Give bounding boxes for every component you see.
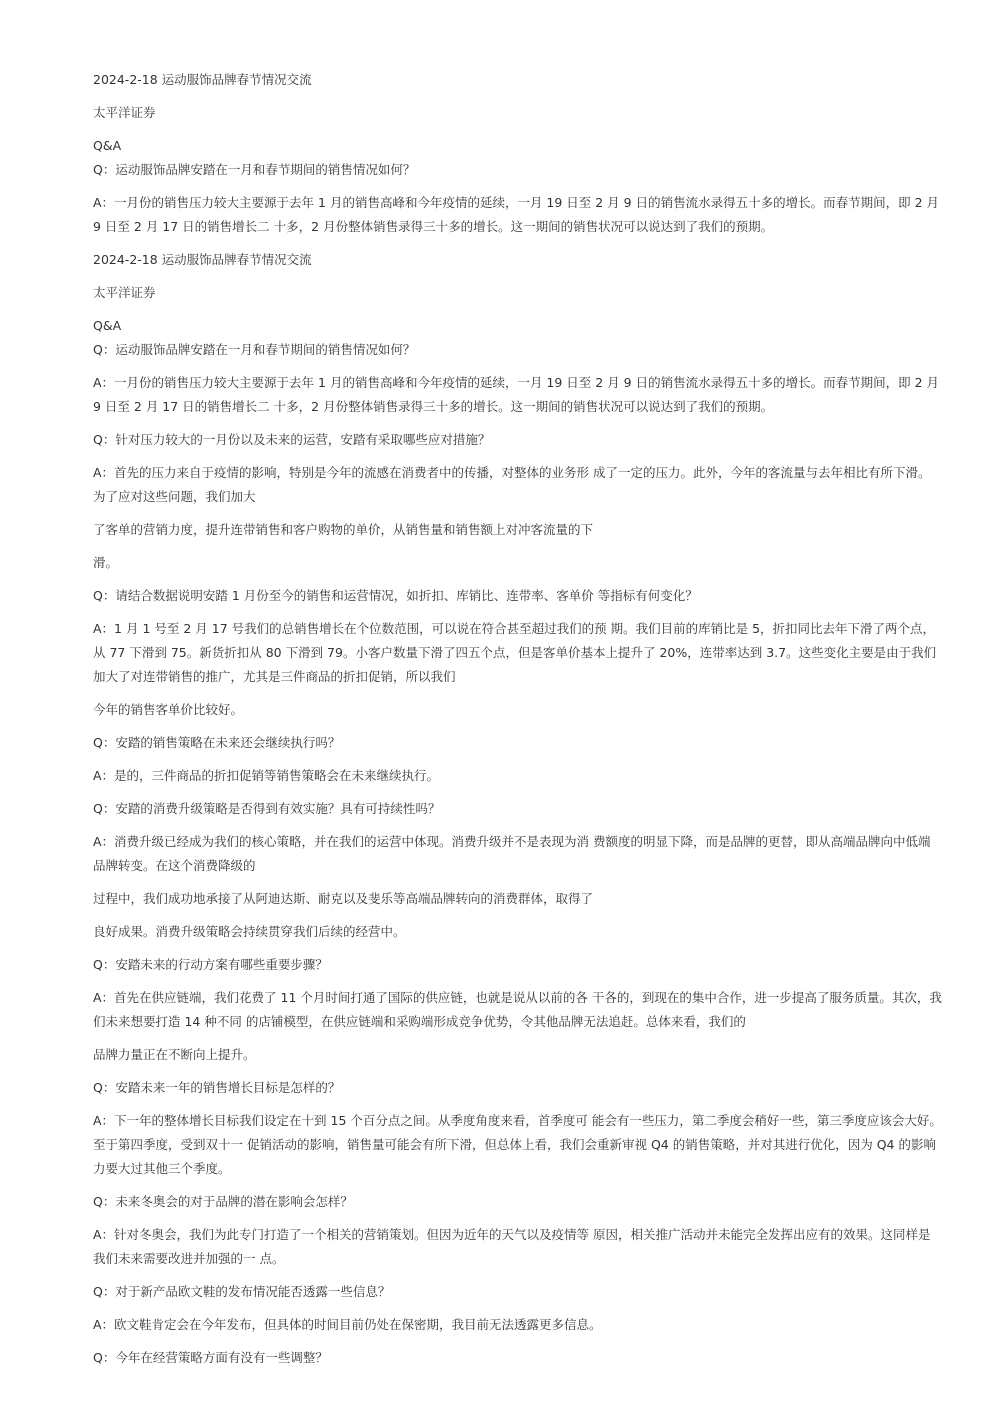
paragraph: 太平洋证券 xyxy=(93,105,156,120)
paragraph: Q：未来冬奥会的对于品牌的潜在影响会怎样？ xyxy=(93,1194,353,1209)
paragraph: A：下一年的整体增长目标我们设定在十到 15 个百分点之间。从季度角度来看，首季度可 能会有一些压力，第二季度会稍好一些，第三季度应该会大好。至于第四季度，受到双十一 促销活动的影响，销售量可能会有所下滑，但总体上看，我们会重新审视 Q4 的销售策略，并对其进行优化，因为 Q4 的影响力要大过其他三个季度。 xyxy=(93,1113,942,1176)
paragraph: Q&A xyxy=(93,138,122,153)
paragraph: Q：今年在经营策略方面有没有一些调整？ xyxy=(93,1350,328,1365)
paragraph: 今年的销售客单价比较好。 xyxy=(93,702,244,717)
paragraph: 了客单的营销力度，提升连带销售和客户购物的单价，从销售量和销售额上对冲客流量的下 xyxy=(93,522,594,537)
paragraph: Q：安踏未来的行动方案有哪些重要步骤？ xyxy=(93,957,328,972)
paragraph: 良好成果。消费升级策略会持续贯穿我们后续的经营中。 xyxy=(93,924,406,939)
paragraph: 滑。 xyxy=(93,555,119,570)
paragraph: Q：安踏的消费升级策略是否得到有效实施？具有可持续性吗？ xyxy=(93,801,441,816)
document-page xyxy=(93,68,943,1379)
paragraph: Q&A xyxy=(93,318,122,333)
paragraph: Q：针对压力较大的一月份以及未来的运营，安踏有采取哪些应对措施？ xyxy=(93,432,491,447)
paragraph: 太平洋证券 xyxy=(93,285,156,300)
paragraph: 2024-2-18 运动服饰品牌春节情况交流 xyxy=(93,72,312,87)
paragraph: A：消费升级已经成为我们的核心策略，并在我们的运营中体现。消费升级并不是表现为消 费额度的明显下降，而是品牌的更替，即从高端品牌向中低端品牌转变。在这个消费降级的 xyxy=(93,834,931,873)
paragraph: A：针对冬奥会，我们为此专门打造了一个相关的营销策划。但因为近年的天气以及疫情等 原因，相关推广活动并未能完全发挥出应有的效果。这同样是我们未来需要改进并加强的一 点。 xyxy=(93,1227,931,1266)
paragraph: Q：请结合数据说明安踏 1 月份至今的销售和运营情况，如折扣、库销比、连带率、客单价 等指标有何变化？ xyxy=(93,588,698,603)
paragraph: Q：安踏未来一年的销售增长目标是怎样的？ xyxy=(93,1080,341,1095)
paragraph: A：一月份的销售压力较大主要源于去年 1 月的销售高峰和今年疫情的延续，一月 19 日至 2 月 9 日的销售流水录得五十多的增长。而春节期间，即 2 月 9 日至 2 月 17 日的销售增长二 十多，2 月份整体销售录得三十多的增长。这一期间的销售状况可以说达到了我们的预期。 xyxy=(93,195,940,234)
paragraph: Q：对于新产品欧文鞋的发布情况能否透露一些信息？ xyxy=(93,1284,391,1299)
paragraph: A：首先的压力来自于疫情的影响，特别是今年的流感在消费者中的传播，对整体的业务形 成了一定的压力。此外，今年的客流量与去年相比有所下滑。为了应对这些问题，我们加大 xyxy=(93,465,931,504)
paragraph: 2024-2-18 运动服饰品牌春节情况交流 xyxy=(93,252,312,267)
paragraph: A：首先在供应链端，我们花费了 11 个月时间打通了国际的供应链，也就是说从以前的各 干各的，到现在的集中合作，进一步提高了服务质量。其次，我们未来想要打造 14 种不同 的店铺模型，在供应链端和采购端形成竞争优势，令其他品牌无法追赶。总体来看，我们的 xyxy=(93,990,942,1029)
paragraph: A：欧文鞋肯定会在今年发布，但具体的时间目前仍处在保密期，我目前无法透露更多信息。 xyxy=(93,1317,602,1332)
paragraph: 品牌力量正在不断向上提升。 xyxy=(93,1047,256,1062)
paragraph: A：1 月 1 号至 2 月 17 号我们的总销售增长在个位数范围，可以说在符合甚至超过我们的预 期。我们目前的库销比是 5，折扣同比去年下滑了两个点，从 77 下滑到 75。新货折扣从 80 下滑到 79。小客户数量下滑了四五个点，但是客单价基本上提升了 20%，连带率达到 3.7。这些变化主要是由于我们加大了对连带销售的推广，尤其是三件商品的折扣促销，所以我们 xyxy=(93,621,937,684)
paragraph: A：是的，三件商品的折扣促销等销售策略会在未来继续执行。 xyxy=(93,768,440,783)
paragraph: A：一月份的销售压力较大主要源于去年 1 月的销售高峰和今年疫情的延续，一月 19 日至 2 月 9 日的销售流水录得五十多的增长。而春节期间，即 2 月 9 日至 2 月 17 日的销售增长二 十多，2 月份整体销售录得三十多的增长。这一期间的销售状况可以说达到了我们的预期。 xyxy=(93,375,940,414)
paragraph: Q：运动服饰品牌安踏在一月和春节期间的销售情况如何？ xyxy=(93,162,416,177)
paragraph: 过程中，我们成功地承接了从阿迪达斯、耐克以及斐乐等高端品牌转向的消费群体，取得了 xyxy=(93,891,594,906)
paragraph: Q：安踏的销售策略在未来还会继续执行吗？ xyxy=(93,735,341,750)
paragraph: Q：运动服饰品牌安踏在一月和春节期间的销售情况如何？ xyxy=(93,342,416,357)
